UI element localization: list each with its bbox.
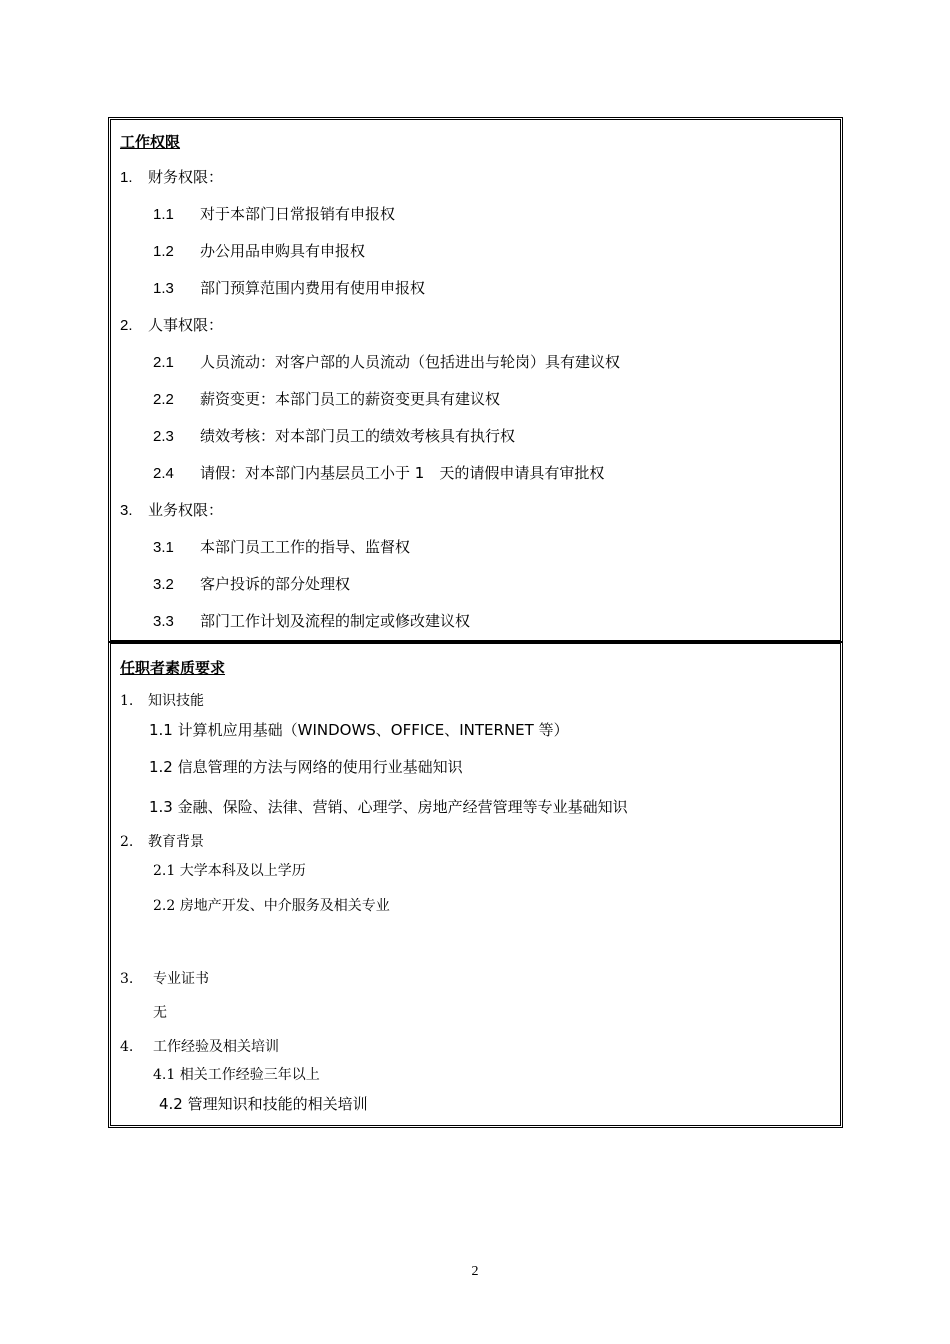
group-education: [120, 832, 204, 852]
group-personnel: [120, 315, 223, 336]
item-text: 绩效考核：对本部门员工的绩效考核具有执行权: [200, 427, 516, 445]
list-item: 2.1 大学本科及以上学历: [153, 863, 306, 879]
list-item: [153, 389, 500, 410]
list-item: 2.2 房地产开发、中介服务及相关专业: [153, 898, 390, 914]
list-item: [153, 537, 410, 558]
item-number: 2.1: [153, 354, 174, 371]
section-work-authority: [108, 117, 843, 643]
group-finance: [120, 167, 223, 188]
list-item: 1.3 金融、保险、法律、营销、心理学、房地产经营管理等专业基础知识: [149, 798, 628, 816]
item-number: 1.1: [153, 206, 174, 223]
group-label: 工作经验及相关培训: [153, 1039, 279, 1055]
list-item: 1.1 计算机应用基础（WINDOWS、OFFICE、INTERNET 等）: [149, 721, 569, 739]
item-number: 3.1: [153, 539, 174, 556]
group-certificates: [120, 969, 209, 989]
item-text: 部门工作计划及流程的制定或修改建议权: [200, 612, 471, 630]
item-text: 本部门员工工作的指导、监督权: [200, 538, 411, 556]
item-text: 薪资变更：本部门员工的薪资变更具有建议权: [200, 390, 501, 408]
item-text: 部门预算范围内费用有使用申报权: [200, 279, 426, 297]
group-number: 2.: [120, 317, 133, 334]
page-number: 2: [471, 1264, 479, 1279]
list-item: 1.2 信息管理的方法与网络的使用行业基础知识: [149, 758, 463, 776]
list-item: 4.2 管理知识和技能的相关培训: [159, 1095, 368, 1113]
list-item: [153, 574, 350, 595]
list-item: [153, 352, 620, 373]
group-number: 3.: [120, 502, 133, 519]
group-label: 人事权限：: [148, 316, 224, 334]
group-knowledge: [120, 691, 204, 711]
group-label: 知识技能: [148, 693, 204, 709]
item-number: 2.4: [153, 465, 174, 482]
item-number: 2.3: [153, 428, 174, 445]
item-number: 2.2: [153, 391, 174, 408]
item-number: 3.3: [153, 613, 174, 630]
list-item: [153, 426, 515, 447]
group-number: 1.: [120, 169, 133, 186]
group-business: [120, 500, 223, 521]
list-item: 无: [153, 1005, 167, 1021]
item-text: 请假：对本部门内基层员工小于 1 天的请假申请具有审批权: [200, 464, 605, 482]
list-item: [153, 241, 365, 262]
group-experience: [120, 1037, 279, 1057]
group-label: 业务权限：: [148, 501, 224, 519]
list-item: [153, 611, 470, 632]
item-text: 人员流动：对客户部的人员流动（包括进出与轮岗）具有建议权: [200, 353, 621, 371]
item-number: 1.3: [153, 280, 174, 297]
list-item: 4.1 相关工作经验三年以上: [153, 1067, 320, 1083]
group-number: 1.: [120, 693, 134, 709]
group-label: 教育背景: [148, 834, 204, 850]
item-number: 3.2: [153, 576, 174, 593]
group-label: 专业证书: [153, 971, 209, 987]
list-item: [153, 278, 425, 299]
item-text: 对于本部门日常报销有申报权: [200, 205, 396, 223]
item-text: 办公用品申购具有申报权: [200, 242, 366, 260]
item-text: 客户投诉的部分处理权: [200, 575, 351, 593]
list-item: [153, 204, 395, 225]
item-number: 1.2: [153, 243, 174, 260]
list-item: [153, 463, 604, 484]
group-number: 4.: [120, 1039, 134, 1055]
section-title-authority: 工作权限: [120, 133, 181, 151]
group-number: 2.: [120, 834, 134, 850]
group-number: 3.: [120, 971, 134, 987]
section-title-qualifications: 任职者素质要求: [120, 659, 226, 677]
group-label: 财务权限：: [148, 168, 224, 186]
